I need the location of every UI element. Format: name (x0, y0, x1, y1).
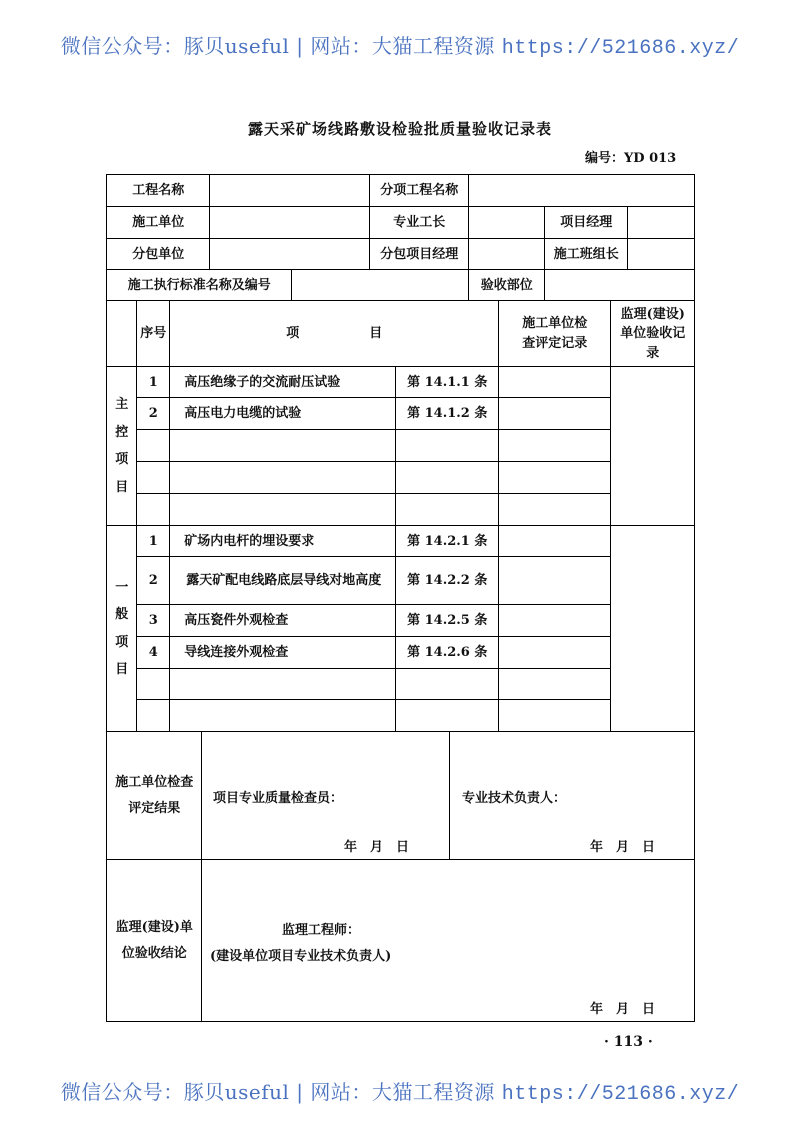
main-row-item: 高压电力电缆的试验 (169, 397, 396, 430)
field-acceptance-part[interactable] (544, 269, 695, 301)
general-row-no: 3 (136, 604, 170, 637)
inspector-label: 项目专业质量检查员： (213, 791, 344, 806)
label-team-leader: 施工班组长 (544, 238, 628, 270)
page-number: · 113 · (604, 1034, 653, 1050)
main-row-check[interactable] (498, 366, 611, 398)
general-supervision-cell[interactable] (610, 525, 695, 732)
main-row-clause: 第 14.1.1 条 (395, 366, 499, 398)
general-row-no: 4 (136, 636, 170, 669)
field-sub-project-name[interactable] (468, 174, 695, 207)
general-row-item: 露天矿配电线路底层导线对地高度 (169, 556, 396, 605)
main-section-label (106, 366, 137, 526)
col-item-b: 目 (369, 326, 383, 341)
watermark-url: https://521686.xyz/ (501, 37, 740, 60)
main-row-item: 高压绝缘子的交流耐压试验 (169, 366, 396, 398)
general-row-check[interactable] (498, 604, 611, 637)
general-row-check[interactable] (498, 636, 611, 669)
empty-cell[interactable] (169, 493, 396, 526)
watermark-bottom (0, 1076, 800, 1106)
general-row-no: 1 (136, 525, 170, 557)
label-construction-unit: 施工单位 (106, 206, 210, 239)
empty-cell[interactable] (169, 461, 396, 494)
general-label-char: 一 (115, 579, 129, 595)
conclusion-date: 年 月 日 (590, 1002, 656, 1017)
field-subcontractor[interactable] (209, 238, 370, 270)
general-row-item: 矿场内电杆的埋设要求 (169, 525, 396, 557)
tech-lead-date: 年 月 日 (590, 840, 656, 855)
label-sub-project-name: 分项工程名称 (369, 174, 469, 207)
field-sub-pm[interactable] (468, 238, 545, 270)
main-row-no: 1 (136, 366, 170, 398)
empty-cell[interactable] (498, 699, 611, 732)
general-row-clause: 第 14.2.2 条 (395, 556, 499, 605)
label-subcontractor: 分包单位 (106, 238, 210, 270)
general-row-check[interactable] (498, 525, 611, 557)
empty-cell[interactable] (169, 668, 396, 700)
label-project-name: 工程名称 (106, 174, 210, 207)
field-project-manager[interactable] (627, 206, 695, 239)
general-row-clause: 第 14.2.6 条 (395, 636, 499, 669)
section-header-blank (106, 300, 137, 367)
label-project-manager: 项目经理 (544, 206, 628, 239)
col-item-a: 项 (286, 326, 300, 341)
empty-cell[interactable] (136, 461, 170, 494)
empty-cell[interactable] (136, 699, 170, 732)
field-project-name[interactable] (209, 174, 370, 207)
form-title: 露天采矿场线路敷设检验批质量验收记录表 (247, 120, 552, 138)
empty-cell[interactable] (169, 429, 396, 462)
form-code: 编号：YD 013 (585, 151, 677, 166)
general-label-char: 项 (115, 634, 129, 650)
label-foreman: 专业工长 (369, 206, 469, 239)
col-item (169, 300, 499, 367)
main-label-char: 控 (115, 424, 129, 440)
field-team-leader[interactable] (627, 238, 695, 270)
tech-lead-label: 专业技术负责人： (462, 791, 567, 806)
main-label-char: 项 (115, 452, 129, 468)
general-row-clause: 第 14.2.5 条 (395, 604, 499, 637)
engineer-label: 监理工程师： (282, 923, 361, 938)
field-foreman[interactable] (468, 206, 545, 239)
general-section-label (106, 525, 137, 732)
main-label-char: 主 (115, 397, 129, 413)
empty-cell[interactable] (498, 461, 611, 494)
main-row-clause: 第 14.1.2 条 (395, 397, 499, 430)
empty-cell[interactable] (395, 668, 499, 700)
label-acceptance-part: 验收部位 (468, 269, 545, 301)
empty-cell[interactable] (395, 461, 499, 494)
engineer-note: (建设单位项目专业技术负责人) (210, 949, 392, 964)
general-label-char: 般 (115, 607, 129, 623)
general-row-item: 高压瓷件外观检查 (169, 604, 396, 637)
main-row-no: 2 (136, 397, 170, 430)
general-row-no: 2 (136, 556, 170, 605)
label-sub-pm: 分包项目经理 (369, 238, 469, 270)
watermark-text: 微信公众号：豚贝useful | 网站：大猫工程资源 (60, 1080, 502, 1104)
label-standard: 施工执行标准名称及编号 (106, 269, 292, 301)
empty-cell[interactable] (498, 429, 611, 462)
empty-cell[interactable] (395, 429, 499, 462)
general-row-item: 导线连接外观检查 (169, 636, 396, 669)
empty-cell[interactable] (136, 668, 170, 700)
empty-cell[interactable] (395, 699, 499, 732)
watermark-top (0, 30, 800, 60)
watermark-url: https://521686.xyz/ (501, 1083, 740, 1106)
general-row-check[interactable] (498, 556, 611, 605)
inspector-date: 年 月 日 (344, 840, 410, 855)
main-supervision-cell[interactable] (610, 366, 695, 526)
empty-cell[interactable] (136, 493, 170, 526)
empty-cell[interactable] (169, 699, 396, 732)
watermark-text: 微信公众号：豚贝useful | 网站：大猫工程资源 (60, 34, 502, 58)
conclusion-label: 监理(建设)单位验收结论 (106, 859, 202, 1022)
empty-cell[interactable] (136, 429, 170, 462)
general-row-clause: 第 14.2.1 条 (395, 525, 499, 557)
field-construction-unit[interactable] (209, 206, 370, 239)
general-label-char: 目 (115, 662, 129, 678)
field-standard[interactable] (291, 269, 469, 301)
empty-cell[interactable] (498, 668, 611, 700)
col-supervision: 监理(建设)单位验收记录 (610, 300, 695, 367)
col-seq: 序号 (136, 300, 170, 367)
empty-cell[interactable] (395, 493, 499, 526)
main-label-char: 目 (115, 479, 129, 495)
empty-cell[interactable] (498, 493, 611, 526)
col-check: 施工单位检查评定记录 (498, 300, 611, 367)
main-row-check[interactable] (498, 397, 611, 430)
result-label: 施工单位检查评定结果 (106, 731, 202, 860)
